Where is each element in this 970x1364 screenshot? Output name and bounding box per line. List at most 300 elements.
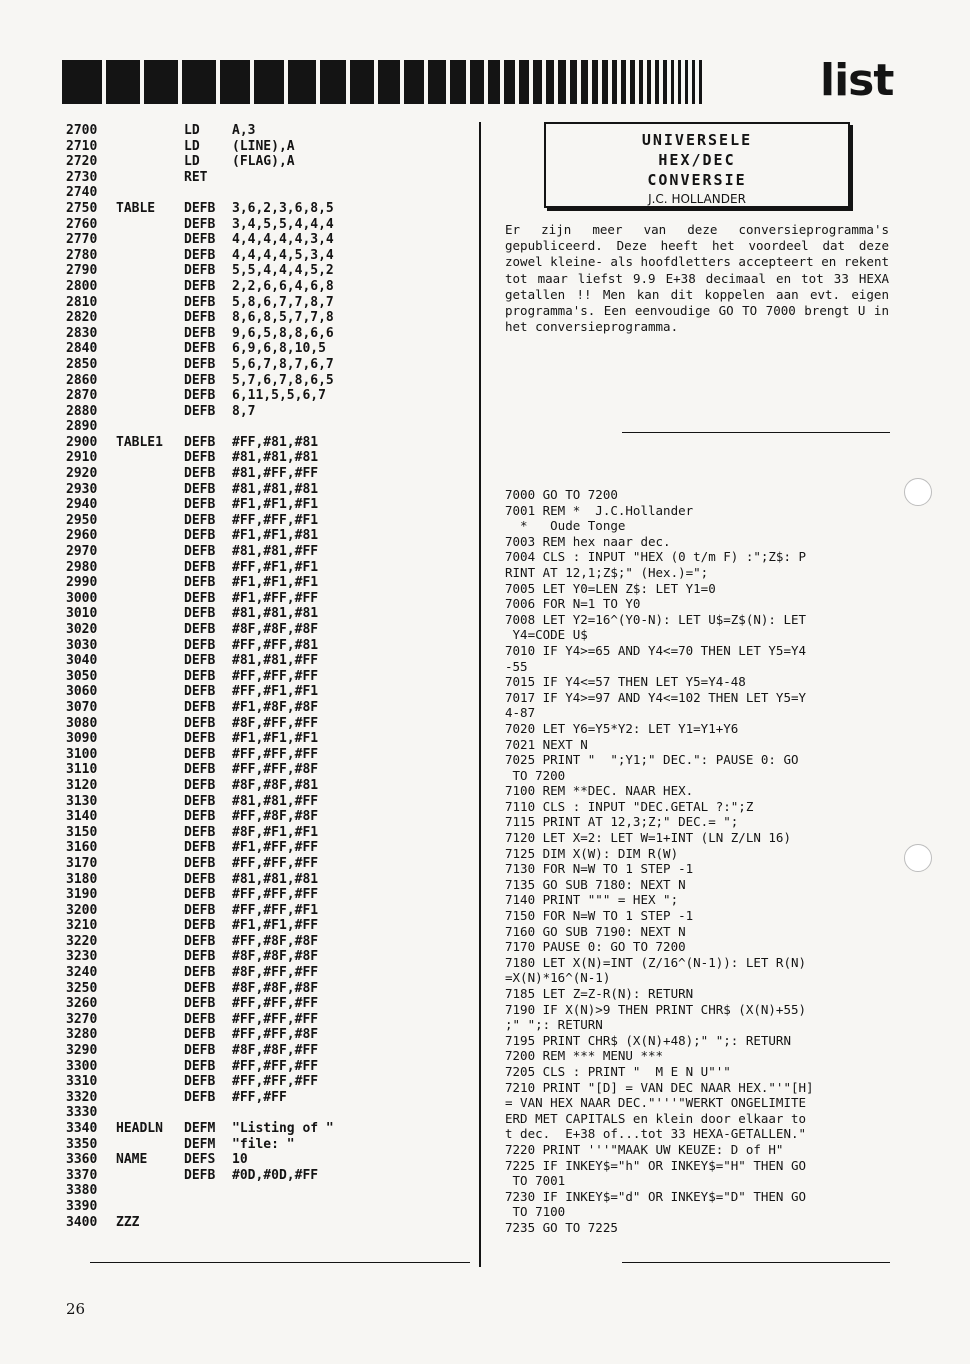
- asm-operand: #F1,#F1,#F1: [232, 497, 319, 513]
- asm-label: [116, 778, 184, 794]
- asm-line-number: 2850: [66, 356, 98, 372]
- header-bar-segment: [488, 60, 500, 104]
- asm-operand: A,3: [232, 123, 256, 138]
- header-bar-segment: [288, 60, 316, 104]
- assembly-listing: [66, 123, 476, 1230]
- asm-row: [66, 232, 476, 248]
- asm-opcode: DEFB: [184, 575, 216, 591]
- article-intro: Er zijn meer van deze conversieprogramma's gepubliceerd. Deze heeft het voordeel dat deze zowel kleine- als hoofdletters accepteert en rekent tot maar liefst 9.9 E+38 decimaal en tot 33 HEXA getallen !! Men kan dit koppelen aan evt. eigen programma's. Een eenvoudige GO TO 7000 brengt U in het conversieprogramma.: [505, 222, 897, 335]
- basic-line: 7205 CLS : PRINT " M E N U"'": [505, 1063, 731, 1079]
- asm-row: [66, 123, 476, 139]
- asm-row: [66, 341, 476, 357]
- basic-line: 7110 CLS : INPUT "DEC.GETAL ?:";Z: [505, 798, 754, 814]
- asm-opcode: DEFM: [184, 1136, 216, 1152]
- asm-row: [66, 326, 476, 342]
- asm-row: [66, 1199, 476, 1215]
- asm-opcode: DEFS: [184, 1152, 216, 1168]
- basic-line: RINT AT 12,1;Z$;" (Hex.)=";: [505, 564, 709, 580]
- asm-row: [66, 1168, 476, 1184]
- basic-line: 7004 CLS : INPUT "HEX (0 t/m F) :";Z$: P: [505, 549, 807, 565]
- asm-label: [116, 731, 184, 747]
- header-bar-segment: [533, 60, 542, 104]
- asm-operand: "file: ": [232, 1136, 295, 1152]
- asm-line-number: 3380: [66, 1183, 98, 1199]
- asm-opcode: DEFB: [184, 777, 216, 793]
- asm-label: [116, 653, 184, 669]
- header-bar-segment: [602, 60, 608, 104]
- asm-row: [66, 528, 476, 544]
- asm-row: [66, 1027, 476, 1043]
- asm-opcode: DEFB: [184, 341, 216, 357]
- asm-operand: #FF,#F1,#F1: [232, 559, 319, 575]
- asm-operand: #81,#81,#81: [232, 481, 319, 497]
- asm-label: [116, 419, 184, 435]
- asm-opcode: [184, 1199, 232, 1215]
- header-bar-segment: [630, 60, 635, 104]
- asm-row: [66, 794, 476, 810]
- asm-label: [116, 669, 184, 685]
- asm-operand: 8,7: [232, 403, 256, 419]
- asm-operand: #FF,#FF,#8F: [232, 1027, 319, 1043]
- asm-opcode: DEFB: [184, 918, 216, 934]
- asm-row: [66, 248, 476, 264]
- header-bar-segment: [106, 60, 140, 104]
- magazine-logo: list: [820, 55, 894, 106]
- asm-opcode: DEFB: [184, 949, 216, 965]
- basic-line: 7195 PRINT CHR$ (X(N)+48);" ";: RETURN: [505, 1032, 791, 1048]
- asm-line-number: 2880: [66, 403, 98, 419]
- asm-operand: 8,6,8,5,7,7,8: [232, 310, 334, 326]
- asm-label: [116, 1168, 184, 1184]
- basic-line: 7200 REM *** MENU ***: [505, 1048, 664, 1064]
- asm-opcode: DEFB: [184, 1089, 216, 1105]
- asm-line-number: 2950: [66, 512, 98, 528]
- header-bar-segment: [404, 60, 424, 104]
- asm-operand: #FF,#8F,#8F: [232, 809, 319, 825]
- asm-operand: [232, 1105, 476, 1121]
- asm-row: [66, 622, 476, 638]
- asm-operand: #81,#81,#81: [232, 450, 319, 466]
- asm-operand: #FF,#FF,#FF: [232, 1074, 319, 1090]
- asm-line-number: 3280: [66, 1027, 98, 1043]
- asm-operand: #FF,#FF,#FF: [232, 668, 319, 684]
- asm-operand: [232, 170, 476, 186]
- header-bar-segment: [182, 60, 216, 104]
- asm-operand: #81,#FF,#FF: [232, 466, 319, 482]
- asm-row: [66, 856, 476, 872]
- asm-row: [66, 1012, 476, 1028]
- page-number: 26: [66, 1300, 86, 1318]
- asm-row: [66, 591, 476, 607]
- header-bar-segment: [62, 60, 102, 104]
- asm-operand: #F1,#F1,#F1: [232, 731, 319, 747]
- asm-row: [66, 1059, 476, 1075]
- asm-label: [116, 544, 184, 560]
- basic-line: 7005 LET Y0=LEN Z$: LET Y1=0: [505, 580, 716, 596]
- basic-line: TO 7100: [505, 1204, 566, 1220]
- asm-row: [66, 1121, 476, 1137]
- asm-operand: [232, 419, 476, 435]
- asm-operand: #FF,#F1,#F1: [232, 684, 319, 700]
- asm-label: [116, 450, 184, 466]
- asm-opcode: DEFB: [184, 1043, 216, 1059]
- asm-line-number: 3120: [66, 777, 98, 793]
- asm-operand: #FF,#FF,#F1: [232, 902, 319, 918]
- asm-label: [116, 622, 184, 638]
- asm-label: [116, 326, 184, 342]
- asm-operand: #FF,#FF,#81: [232, 637, 319, 653]
- asm-line-number: 3170: [66, 855, 98, 871]
- basic-line: 7120 LET X=2: LET W=1+INT (LN Z/LN 16): [505, 830, 791, 846]
- asm-line-number: 2870: [66, 388, 98, 404]
- asm-opcode: DEFB: [184, 1074, 216, 1090]
- asm-label: ZZZ: [116, 1214, 140, 1230]
- asm-label: [116, 497, 184, 513]
- binder-hole: [904, 844, 932, 872]
- basic-line: 7017 IF Y4>=97 AND Y4<=102 THEN LET Y5=Y: [505, 689, 807, 705]
- asm-line-number: 2770: [66, 232, 98, 248]
- asm-opcode: DEFB: [184, 450, 216, 466]
- article-title-line-2: HEX/DEC: [658, 151, 736, 169]
- asm-label: [116, 934, 184, 950]
- asm-label: [116, 949, 184, 965]
- article-title-box: [544, 122, 850, 208]
- header-bar-segment: [558, 60, 566, 104]
- asm-label: [116, 232, 184, 248]
- asm-line-number: 2710: [66, 138, 98, 154]
- asm-opcode: DEFB: [184, 699, 216, 715]
- asm-operand: #8F,#8F,#FF: [232, 1043, 319, 1059]
- asm-opcode: DEFB: [184, 715, 216, 731]
- asm-label: TABLE: [116, 200, 156, 216]
- asm-row: [66, 544, 476, 560]
- asm-label: [116, 341, 184, 357]
- asm-label: [116, 295, 184, 311]
- asm-row: [66, 1152, 476, 1168]
- asm-operand: #81,#81,#81: [232, 606, 319, 622]
- asm-row: [66, 872, 476, 888]
- asm-opcode: DEFB: [184, 388, 216, 404]
- header-bar-segment: [220, 60, 250, 104]
- asm-operand: 5,7,6,7,8,6,5: [232, 372, 334, 388]
- asm-operand: #FF,#FF,#FF: [232, 1058, 319, 1074]
- header-bar-segment: [699, 60, 702, 104]
- header-bar-segment: [692, 60, 695, 104]
- basic-line: t dec. E+38 of...tot 33 HEXA-GETALLEN.": [505, 1126, 807, 1142]
- basic-line: 7150 FOR N=W TO 1 STEP -1: [505, 908, 694, 924]
- asm-label: [116, 466, 184, 482]
- basic-line: 7225 IF INKEY$="h" OR INKEY$="H" THEN GO: [505, 1157, 807, 1173]
- asm-line-number: 2890: [66, 419, 98, 435]
- asm-opcode: DEFB: [184, 232, 216, 248]
- asm-line-number: 3270: [66, 1011, 98, 1027]
- asm-opcode: DEFB: [184, 871, 216, 887]
- article-title-line-3: CONVERSIE: [647, 171, 747, 189]
- asm-opcode: DEFB: [184, 263, 216, 279]
- asm-line-number: 3150: [66, 824, 98, 840]
- asm-operand: [232, 1215, 476, 1231]
- basic-line: * Oude Tonge: [505, 518, 626, 534]
- asm-opcode: DEFB: [184, 887, 216, 903]
- asm-label: [116, 981, 184, 997]
- header-bar-segment: [639, 60, 643, 104]
- asm-label: [116, 139, 184, 155]
- asm-line-number: 3240: [66, 965, 98, 981]
- basic-line: = VAN HEX NAAR DEC."'''"WERKT ONGELIMITE: [505, 1095, 807, 1111]
- asm-row: [66, 1043, 476, 1059]
- header-bar-segment: [428, 60, 446, 104]
- asm-opcode: LD: [184, 123, 200, 138]
- asm-opcode: DEFB: [184, 544, 216, 560]
- asm-opcode: DEFB: [184, 310, 216, 326]
- asm-label: [116, 373, 184, 389]
- asm-opcode: [184, 1105, 232, 1121]
- asm-line-number: 3230: [66, 949, 98, 965]
- asm-opcode: DEFB: [184, 434, 216, 450]
- asm-opcode: DEFB: [184, 278, 216, 294]
- asm-row: [66, 497, 476, 513]
- column-divider: [479, 122, 481, 1267]
- asm-opcode: DEFB: [184, 980, 216, 996]
- asm-line-number: 2760: [66, 216, 98, 232]
- asm-opcode: DEFB: [184, 668, 216, 684]
- asm-opcode: DEFB: [184, 403, 216, 419]
- asm-row: [66, 154, 476, 170]
- asm-line-number: 3050: [66, 668, 98, 684]
- asm-line-number: 3090: [66, 731, 98, 747]
- asm-row: [66, 373, 476, 389]
- asm-label: [116, 918, 184, 934]
- asm-line-number: 3180: [66, 871, 98, 887]
- asm-opcode: DEFB: [184, 793, 216, 809]
- asm-operand: #81,#81,#81: [232, 871, 319, 887]
- asm-opcode: [184, 1215, 232, 1231]
- basic-line: 7003 REM hex naar dec.: [505, 533, 671, 549]
- asm-row: [66, 840, 476, 856]
- asm-label: [116, 560, 184, 576]
- asm-row: [66, 934, 476, 950]
- asm-operand: #8F,#FF,#FF: [232, 715, 319, 731]
- basic-listing: [505, 487, 893, 1236]
- asm-label: [116, 1105, 184, 1121]
- asm-line-number: 3350: [66, 1136, 98, 1152]
- asm-operand: 10: [232, 1152, 248, 1168]
- asm-operand: #F1,#8F,#8F: [232, 699, 319, 715]
- basic-line: 7015 IF Y4<=57 THEN LET Y5=Y4-48: [505, 674, 746, 690]
- asm-line-number: 2930: [66, 481, 98, 497]
- basic-line: 7130 FOR N=W TO 1 STEP -1: [505, 861, 694, 877]
- asm-row: [66, 201, 476, 217]
- asm-operand: 5,8,6,7,7,8,7: [232, 294, 334, 310]
- asm-label: [116, 185, 184, 201]
- asm-line-number: 3390: [66, 1198, 98, 1214]
- asm-line-number: 2720: [66, 154, 98, 170]
- asm-line-number: 3340: [66, 1121, 98, 1136]
- asm-row: [66, 435, 476, 451]
- asm-row: [66, 357, 476, 373]
- asm-row: [66, 965, 476, 981]
- asm-line-number: 2840: [66, 341, 98, 357]
- asm-opcode: [184, 1183, 232, 1199]
- basic-line: 7160 GO SUB 7190: NEXT N: [505, 923, 686, 939]
- asm-label: [116, 1090, 184, 1106]
- asm-row: [66, 217, 476, 233]
- header-bar-segment: [671, 60, 674, 104]
- asm-label: [116, 1027, 184, 1043]
- asm-row: [66, 1215, 476, 1231]
- asm-line-number: 3400: [66, 1214, 98, 1230]
- asm-operand: 5,5,4,4,4,5,2: [232, 263, 334, 279]
- header-bar-segment: [546, 60, 554, 104]
- asm-label: [116, 794, 184, 810]
- asm-row: [66, 638, 476, 654]
- header-bar-segment: [470, 60, 484, 104]
- asm-row: [66, 1074, 476, 1090]
- asm-operand: #F1,#FF,#FF: [232, 590, 319, 606]
- asm-row: [66, 700, 476, 716]
- basic-line: -55: [505, 658, 528, 674]
- asm-opcode: DEFB: [184, 1058, 216, 1074]
- header-bar-segment: [144, 60, 178, 104]
- asm-operand: #F1,#F1,#F1: [232, 575, 319, 591]
- asm-label: [116, 1059, 184, 1075]
- basic-line: 7020 LET Y6=Y5*Y2: LET Y1=Y1+Y6: [505, 720, 739, 736]
- asm-opcode: DEFB: [184, 528, 216, 544]
- asm-line-number: 3110: [66, 762, 98, 778]
- asm-row: [66, 466, 476, 482]
- asm-operand: 2,2,6,6,4,6,8: [232, 278, 334, 294]
- asm-row: [66, 263, 476, 279]
- asm-line-number: 3010: [66, 606, 98, 622]
- asm-label: [116, 357, 184, 373]
- asm-row: [66, 279, 476, 295]
- basic-line: 7190 IF X(N)>9 THEN PRINT CHR$ (X(N)+55): [505, 1001, 807, 1017]
- asm-opcode: DEFB: [184, 247, 216, 263]
- header-bar-segment: [678, 60, 681, 104]
- asm-operand: #FF,#FF,#FF: [232, 996, 319, 1012]
- asm-label: [116, 248, 184, 264]
- header-bar-segment: [378, 60, 400, 104]
- header-bar-segment: [504, 60, 515, 104]
- asm-label: [116, 263, 184, 279]
- asm-line-number: 2730: [66, 169, 98, 185]
- asm-row: [66, 1105, 476, 1121]
- basic-line: 7210 PRINT "[D] = VAN DEC NAAR HEX."'"[H]: [505, 1079, 814, 1095]
- asm-operand: #81,#81,#FF: [232, 544, 319, 560]
- asm-opcode: DEFM: [184, 1121, 216, 1136]
- asm-opcode: DEFB: [184, 606, 216, 622]
- asm-operand: #FF,#8F,#8F: [232, 933, 319, 949]
- basic-line: 7170 PAUSE 0: GO TO 7200: [505, 939, 686, 955]
- asm-label: [116, 887, 184, 903]
- header-bar-segment: [685, 60, 688, 104]
- basic-line: ERD MET CAPITALS en klein door elkaar to: [505, 1110, 807, 1126]
- asm-line-number: 3160: [66, 840, 98, 856]
- basic-line: 7001 REM * J.C.Hollander: [505, 502, 694, 518]
- basic-line: 7006 FOR N=1 TO Y0: [505, 596, 641, 612]
- asm-operand: #8F,#8F,#8F: [232, 980, 319, 996]
- asm-line-number: 2800: [66, 278, 98, 294]
- asm-opcode: DEFB: [184, 746, 216, 762]
- asm-operand: [232, 1183, 476, 1199]
- asm-row: [66, 482, 476, 498]
- asm-opcode: LD: [184, 138, 200, 154]
- asm-opcode: DEFB: [184, 590, 216, 606]
- asm-operand: #F1,#FF,#FF: [232, 840, 319, 856]
- asm-opcode: DEFB: [184, 216, 216, 232]
- asm-opcode: DEFB: [184, 512, 216, 528]
- basic-line: 7100 REM **DEC. NAAR HEX.: [505, 783, 694, 799]
- header-bar-segment: [592, 60, 598, 104]
- header-bar-segment: [570, 60, 577, 104]
- asm-opcode: DEFB: [184, 1027, 216, 1043]
- asm-label: [116, 575, 184, 591]
- asm-label: [116, 170, 184, 186]
- asm-label: [116, 279, 184, 295]
- basic-line: 7010 IF Y4>=65 AND Y4<=70 THEN LET Y5=Y4: [505, 642, 807, 658]
- binder-hole: [904, 478, 932, 506]
- basic-line: 7140 PRINT """ = HEX ";: [505, 892, 679, 908]
- asm-line-number: 3080: [66, 715, 98, 731]
- asm-line-number: 3300: [66, 1058, 98, 1074]
- asm-operand: #8F,#8F,#8F: [232, 949, 319, 965]
- asm-row: [66, 1183, 476, 1199]
- section-rule: [622, 432, 890, 433]
- asm-line-number: 3140: [66, 809, 98, 825]
- asm-opcode: DEFB: [184, 1011, 216, 1027]
- asm-operand: #F1,#F1,#FF: [232, 918, 319, 934]
- asm-operand: 4,4,4,4,4,3,4: [232, 232, 334, 248]
- asm-operand: 6,11,5,5,6,7: [232, 388, 326, 404]
- asm-line-number: 3360: [66, 1152, 98, 1168]
- asm-label: [116, 716, 184, 732]
- asm-operand: [232, 1199, 476, 1215]
- asm-opcode: DEFB: [184, 466, 216, 482]
- basic-line: 7008 LET Y2=16^(Y0-N): LET U$=Z$(N): LET: [505, 611, 807, 627]
- asm-line-number: 2750: [66, 200, 98, 216]
- asm-opcode: DEFB: [184, 809, 216, 825]
- basic-line: Y4=CODE U$: [505, 627, 588, 643]
- asm-line-number: 2830: [66, 325, 98, 341]
- asm-operand: #FF,#FF: [232, 1089, 287, 1105]
- asm-row: [66, 1137, 476, 1153]
- asm-opcode: DEFB: [184, 762, 216, 778]
- asm-row: [66, 419, 476, 435]
- basic-line: 7185 LET Z=Z-R(N): RETURN: [505, 986, 694, 1001]
- asm-line-number: 3330: [66, 1105, 98, 1121]
- header-bar-segment: [647, 60, 651, 104]
- article-title-line-1: UNIVERSELE: [641, 131, 753, 149]
- basic-line: 7235 GO TO 7225: [505, 1219, 618, 1235]
- asm-operand: #8F,#8F,#8F: [232, 622, 319, 637]
- basic-line: 4-87: [505, 705, 536, 721]
- asm-opcode: DEFB: [184, 855, 216, 871]
- asm-line-number: 2940: [66, 497, 98, 513]
- asm-row: [66, 450, 476, 466]
- asm-row: [66, 825, 476, 841]
- asm-opcode: DEFB: [184, 497, 216, 513]
- asm-label: [116, 1183, 184, 1199]
- asm-line-number: 3040: [66, 653, 98, 669]
- asm-line-number: 3290: [66, 1043, 98, 1059]
- header-bar-segment: [663, 60, 667, 104]
- header-bar: [62, 60, 814, 104]
- asm-line-number: 3190: [66, 887, 98, 903]
- asm-row: [66, 981, 476, 997]
- asm-line-number: 2960: [66, 528, 98, 544]
- asm-operand: "Listing of ": [232, 1121, 334, 1136]
- basic-line: ;" ";: RETURN: [505, 1017, 603, 1033]
